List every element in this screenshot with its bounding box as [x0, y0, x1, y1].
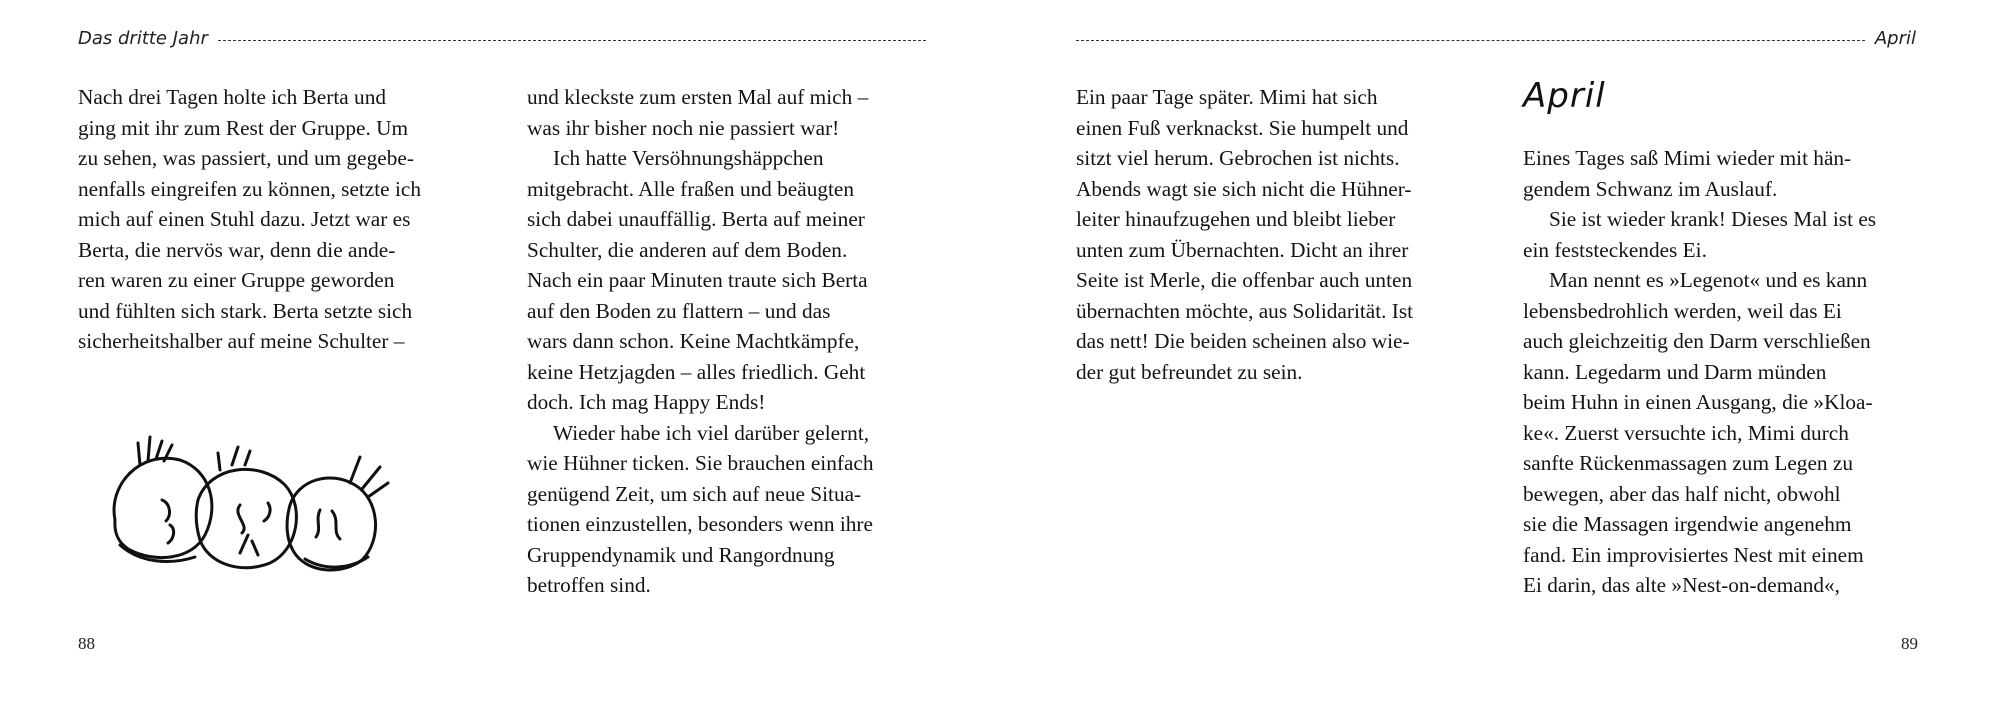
- text-line: und kleckste zum ersten Mal auf mich –: [527, 85, 869, 109]
- text-line: fand. Ein improvisiertes Nest mit einem: [1523, 542, 1864, 567]
- text-column-2: [527, 82, 917, 601]
- text-line: mich auf einen Stuhl dazu. Jetzt war es: [78, 207, 411, 231]
- text-line: sich dabei unauffällig. Berta auf meiner: [527, 207, 865, 231]
- text-line: Abends wagt sie sich nicht die Hühner-: [1076, 176, 1412, 201]
- text-line: Ich hatte Versöhnungshäppchen: [553, 146, 824, 170]
- text-line: leiter hinaufzugehen und bleibt lieber: [1076, 207, 1396, 231]
- text-line: sicherheitshalber auf meine Schulter –: [78, 329, 405, 353]
- text-line: Wieder habe ich viel darüber gelernt,: [553, 420, 870, 445]
- text-line: ging mit ihr zum Rest der Gruppe. Um: [78, 115, 409, 140]
- text-line: ein feststeckendes Ei.: [1523, 237, 1707, 262]
- running-head-right: [1076, 28, 1916, 49]
- text-line: beim Huhn in einen Ausgang, die »Kloa-: [1523, 390, 1873, 414]
- page-number-right: 89: [1901, 634, 1918, 653]
- text-line: lebensbedrohlich werden, weil das Ei: [1523, 298, 1842, 323]
- text-line: tionen einzustellen, besonders wenn ihre: [527, 512, 873, 536]
- text-line: Berta, die nervös war, denn die ande-: [78, 237, 396, 262]
- text-line: das nett! Die beiden scheinen also wie-: [1076, 329, 1410, 353]
- text-line: Ei darin, das alte »Nest-on-demand«,: [1523, 573, 1840, 597]
- text-line: Seite ist Merle, die offenbar auch unten: [1076, 268, 1413, 292]
- text-line: was ihr bisher noch nie passiert war!: [527, 115, 840, 140]
- text-line: wars dann schon. Keine Machtkämpfe,: [527, 329, 860, 353]
- running-head-title: April: [1874, 28, 1916, 49]
- header-rule: [218, 40, 926, 41]
- three-chickens-sketch-icon: [100, 425, 400, 585]
- running-head-left: [78, 28, 926, 49]
- text-line: doch. Ich mag Happy Ends!: [527, 390, 766, 414]
- text-line: betroffen sind.: [527, 573, 651, 597]
- text-line: bewegen, aber das half nicht, obwohl: [1523, 481, 1841, 506]
- text-line: sie die Massagen irgendwie angenehm: [1523, 512, 1852, 536]
- text-line: wie Hühner ticken. Sie brauchen einfach: [527, 451, 874, 475]
- text-column-1: [78, 82, 468, 357]
- text-line: gendem Schwanz im Auslauf.: [1523, 176, 1778, 201]
- text-line: sanfte Rückenmassagen zum Legen zu: [1523, 451, 1853, 475]
- text-line: zu sehen, was passiert, und um gegebe-: [78, 146, 414, 170]
- text-column-2: [1523, 143, 1913, 601]
- text-line: der gut befreundet zu sein.: [1076, 359, 1303, 384]
- running-head-title: Das dritte Jahr: [78, 28, 208, 49]
- right-page: [998, 0, 1996, 703]
- header-rule: [1076, 40, 1865, 41]
- text-line: Sie ist wieder krank! Dieses Mal ist es: [1549, 207, 1877, 231]
- text-line: genügend Zeit, um sich auf neue Situa-: [527, 481, 862, 506]
- text-line: und fühlten sich stark. Berta setzte sich: [78, 298, 413, 323]
- text-line: Nach drei Tagen holte ich Berta und: [78, 85, 386, 109]
- text-line: unten zum Übernachten. Dicht an ihrer: [1076, 237, 1409, 262]
- text-line: Nach ein paar Minuten traute sich Berta: [527, 268, 868, 292]
- text-line: ren waren zu einer Gruppe geworden: [78, 268, 395, 292]
- text-line: auch gleichzeitig den Darm verschließen: [1523, 329, 1871, 353]
- text-line: Man nennt es »Legenot« und es kann: [1549, 268, 1868, 292]
- text-line: sitzt viel herum. Gebrochen ist nichts.: [1076, 146, 1400, 170]
- text-line: nenfalls eingreifen zu können, setzte ich: [78, 176, 421, 201]
- text-column-1: [1076, 82, 1466, 387]
- text-line: Schulter, die anderen auf dem Boden.: [527, 237, 848, 262]
- text-line: auf den Boden zu flattern – und das: [527, 298, 831, 323]
- chapter-title: April: [1523, 76, 1606, 116]
- text-line: mitgebracht. Alle fraßen und beäugten: [527, 176, 855, 201]
- text-line: übernachten möchte, aus Solidarität. Ist: [1076, 298, 1414, 323]
- text-line: ke«. Zuerst versuchte ich, Mimi durch: [1523, 420, 1849, 445]
- text-line: Eines Tages saß Mimi wieder mit hän-: [1523, 146, 1852, 170]
- text-line: einen Fuß verknackst. Sie humpelt und: [1076, 115, 1409, 140]
- page-number-left: 88: [78, 634, 95, 653]
- text-line: Ein paar Tage später. Mimi hat sich: [1076, 85, 1378, 109]
- text-line: keine Hetzjagden – alles friedlich. Geht: [527, 359, 866, 384]
- text-line: Gruppendynamik und Rangordnung: [527, 542, 835, 567]
- text-line: kann. Legedarm und Darm münden: [1523, 359, 1827, 384]
